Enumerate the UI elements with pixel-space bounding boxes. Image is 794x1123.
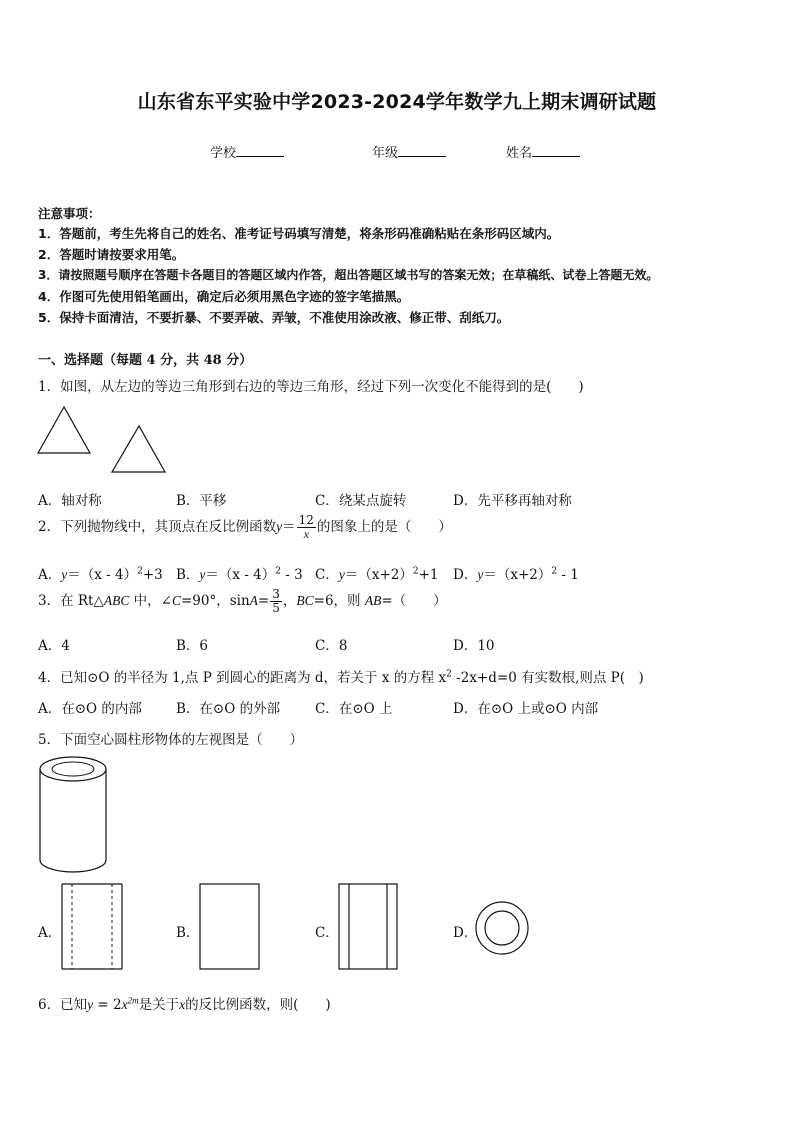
q3-option-d[interactable]: D．10 — [453, 638, 495, 654]
q2-option-a[interactable]: A．y＝（x - 4）$^2$+3 — [38, 566, 163, 583]
notice-item: 5．保持卡面清洁，不要折暴、不要弄破、弄皱，不准使用涂改液、修正带、刮纸刀。 — [38, 310, 510, 325]
notice-item: 4．作图可先使用铅笔画出，确定后必须用黑色字迹的签字笔描黑。 — [38, 289, 410, 304]
q5-option-b[interactable]: B． — [176, 925, 200, 941]
q3-option-c[interactable]: C．8 — [315, 638, 348, 654]
grade-label: 年级 — [372, 146, 399, 161]
fraction: $\frac{3}{5}$ — [272, 587, 280, 615]
school-label: 学校 — [210, 146, 237, 161]
option-a-figure-icon — [62, 884, 122, 969]
option-d-figure-icon — [476, 902, 528, 954]
notice-item: 1．答题前，考生先将自己的姓名、准考证号码填写清楚，将条形码准确粘贴在条形码区域内。 — [38, 226, 560, 241]
notice-item: 2．答题时请按要求用笔。 — [38, 247, 185, 262]
q1-stem: 1．如图，从左边的等边三角形到右边的等边三角形，经过下列一次变化不能得到的是( ) — [38, 379, 584, 395]
q1-option-c[interactable]: C．绕某点旋转 — [315, 493, 407, 509]
q3-option-b[interactable]: B．6 — [176, 638, 209, 654]
hollow-cylinder-icon — [40, 757, 106, 872]
q5-option-a[interactable]: A． — [38, 925, 62, 941]
notice-heading: 注意事项： — [38, 206, 101, 221]
q5-option-c[interactable]: C． — [315, 925, 339, 941]
q4-option-c[interactable]: C．在⊙O 上 — [315, 701, 393, 717]
q1-option-d[interactable]: D．先平移再轴对称 — [453, 493, 572, 509]
q4-stem: 4．已知⊙O 的半径为 1,点 P 到圆心的距离为 d，若关于 x 的方程 $x^2$ -2x+d=0 有实数根,则点 P( ) — [38, 669, 644, 686]
q5-option-d[interactable]: D． — [453, 925, 478, 941]
fraction: $\frac{12}{x}$ — [298, 513, 314, 541]
q5-stem: 5．下面空心圆柱形物体的左视图是（ ） — [38, 732, 304, 748]
q2-option-d[interactable]: D．$y=(x+2)^2 - 1$ — [453, 566, 579, 583]
q2-option-c[interactable]: C．$y=(x+2)^2+1$ — [315, 566, 439, 583]
q4-option-d[interactable]: D．在⊙O 上或⊙O 内部 — [453, 701, 599, 717]
page-title: 山东省东平实验中学2023-2024学年数学九上期末调研试题 — [137, 91, 657, 113]
q3-stem: 3．在 Rt△ABC 中，∠C=90°，sinA= $\frac{3}{5}$ ，BC=6，则 AB=（ ） — [38, 587, 447, 615]
q4-option-b[interactable]: B．在⊙O 的外部 — [176, 701, 281, 717]
option-c-figure-icon — [339, 884, 397, 969]
q4-option-a[interactable]: A．在⊙O 的内部 — [38, 701, 142, 717]
option-b-figure-icon — [200, 884, 259, 969]
q3-option-a[interactable]: A．4 — [38, 638, 70, 654]
q1-option-b[interactable]: B．平移 — [176, 493, 227, 509]
notice-item: 3．请按照题号顺序在答题卡各题目的答题区域内作答，超出答题区域书写的答案无效；在草稿纸、试卷上答题无效。 — [38, 268, 659, 282]
q2-stem: 2．下列抛物线中，其顶点在反比例函数y＝ $\frac{12}{x}$ 的图象上的是（ ） — [38, 513, 452, 541]
section-heading: 一、选择题（每题 4 分，共 48 分） — [38, 353, 253, 368]
name-label: 姓名 — [506, 146, 533, 161]
q2-option-b[interactable]: B．y＝（x - 4）$^2$ - 3 — [176, 566, 303, 583]
q6-stem: 6．已知$y = 2x^{2m}$是关于x的反比例函数，则( ) — [38, 995, 331, 1013]
q1-option-a[interactable]: A．轴对称 — [38, 493, 102, 509]
